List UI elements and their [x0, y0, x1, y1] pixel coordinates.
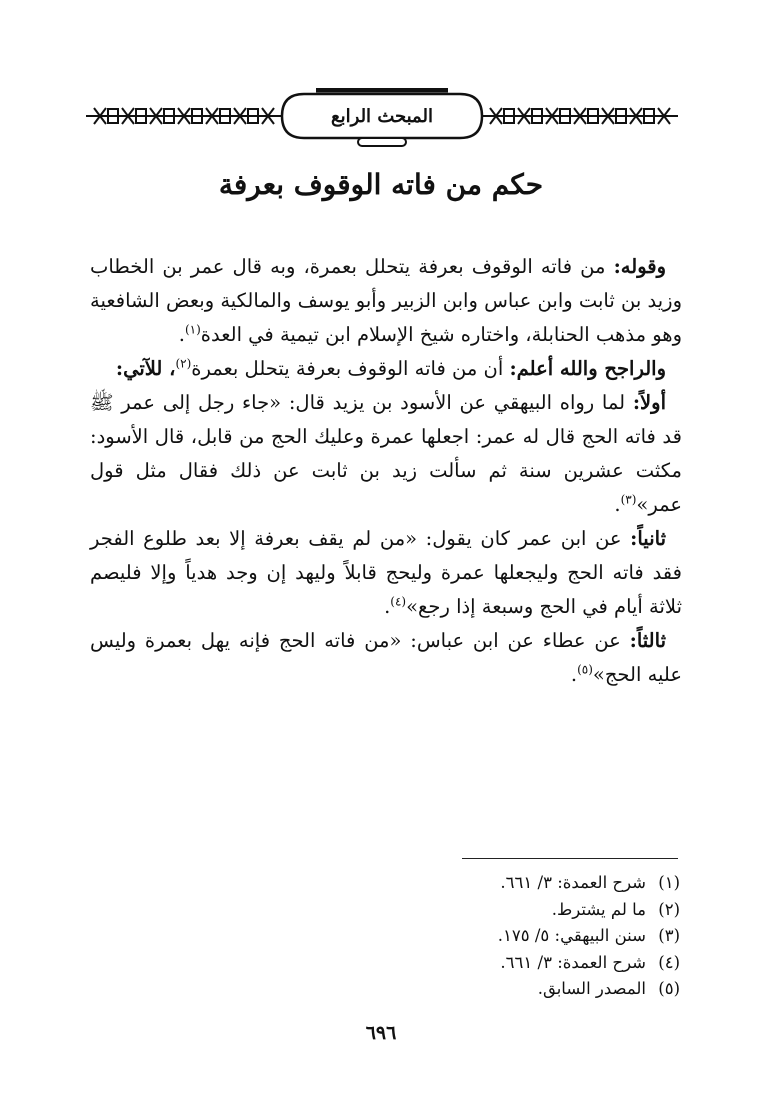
footnote-text: ما لم يشترط. [551, 899, 646, 919]
paragraph-5-lead: ثالثاً: [629, 629, 666, 652]
paragraph-1 [90, 250, 682, 352]
paragraph-2 [90, 352, 682, 386]
footnote-item [300, 923, 680, 950]
ornament-right [482, 106, 678, 126]
footnote-text: شرح العمدة: ٣/ ٦٦١. [500, 873, 646, 892]
footnote-text: سنن البيهقي: ٥/ ١٧٥. [497, 926, 646, 945]
footnote-item [300, 950, 680, 977]
footnote-item [300, 897, 680, 924]
footnote-ref-1[interactable]: (١) [184, 322, 201, 337]
paragraph-2-text: أن من فاته الوقوف بعرفة يتحلل بعمرة [191, 357, 504, 380]
paragraph-3-text: لما رواه البيهقي عن الأسود بن يزيد قال: «جاء رجل إلى عمر ﷺ قد فاته الحج قال له عمر: اجعلها عمرة وعليك الحج من قابل، قال الأسود: مكثت عشرين سنة ثم سألت زيد بن ثابت عن ذلك فقال مثل قول عمر» [90, 391, 682, 516]
footnotes [300, 870, 680, 1003]
footnote-ref-3[interactable]: (٣) [620, 492, 637, 507]
footnote-item [300, 870, 680, 897]
section-header [86, 88, 678, 152]
footnote-ref-5[interactable]: (٥) [577, 662, 593, 677]
page-number: ٦٩٦ [365, 1022, 397, 1044]
footnote-text: المصدر السابق. [537, 979, 646, 998]
footnote-number: (٤) [658, 952, 680, 972]
paragraph-5-text: عن عطاء عن ابن عباس: «من فاته الحج فإنه يهل بعمرة وليس عليه الحج» [90, 629, 682, 686]
ornament-left [86, 106, 282, 126]
paragraph-4 [90, 522, 682, 624]
paragraph-3-lead: أولاً: [632, 391, 666, 414]
section-label: المبحث الرابع [331, 106, 433, 127]
paragraph-1-lead: وقوله: [613, 255, 666, 278]
paragraph-4-lead: ثانياً: [630, 527, 666, 550]
footnote-ref-4[interactable]: (٤) [390, 594, 407, 609]
footnote-number: (٣) [658, 926, 680, 945]
footnote-item [300, 976, 680, 1003]
paragraph-1-text: من فاته الوقوف بعرفة يتحلل بعمرة، وبه قال عمر بن الخطاب وزيد بن ثابت وابن عباس وابن الزبير وأبو يوسف والمالكية وبعض الشافعية وهو مذهب الحنابلة، واختاره شيخ الإسلام ابن تيمية في العدة [90, 255, 682, 346]
paragraph-2-lead: والراجح والله أعلم: [509, 357, 666, 380]
footnote-text: شرح العمدة: ٣/ ٦٦١. [500, 952, 646, 972]
footnote-ref-2[interactable]: (٢) [175, 356, 192, 371]
body-text [90, 250, 682, 692]
paragraph-4-text: عن ابن عمر كان يقول: «من لم يقف بعرفة إلا بعد طلوع الفجر فقد فاته الحج وليجعلها عمرة وليحج قابلاً وليهد إن وجد هدياً وإلا فليصم ثلاثة أيام في الحج وسبعة إذا رجع» [90, 527, 682, 618]
paragraph-3 [90, 386, 682, 522]
paragraph-2-tail: ، للآتي: [115, 357, 176, 380]
paragraph-4-end: . [384, 595, 391, 618]
footnote-divider [462, 858, 678, 859]
paragraph-3-end: . [614, 493, 621, 516]
paragraph-5-end: . [570, 663, 578, 686]
footnote-number: (٢) [658, 899, 680, 919]
paragraph-5 [90, 624, 682, 692]
page-title: حكم من فاته الوقوف بعرفة [218, 168, 544, 201]
paragraph-1-end: . [178, 323, 185, 346]
footnote-number: (٥) [658, 979, 680, 998]
footnote-number: (١) [658, 873, 680, 892]
